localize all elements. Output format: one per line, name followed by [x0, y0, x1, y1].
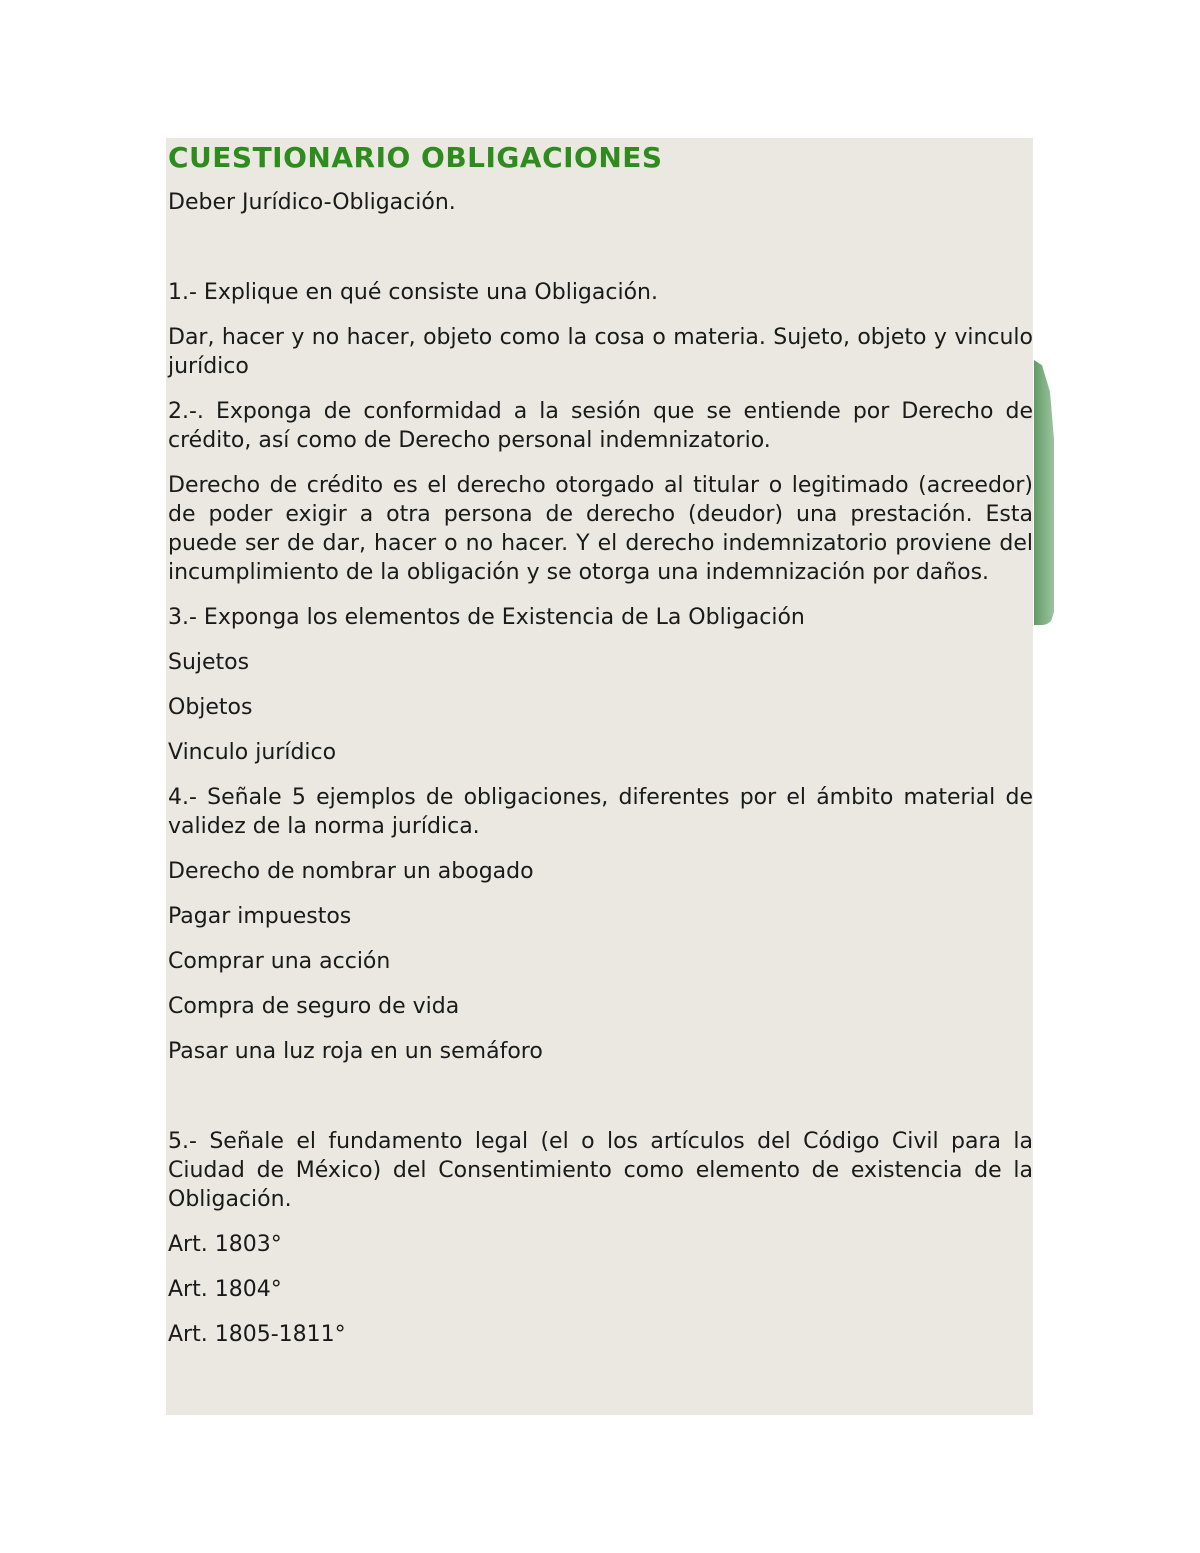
answer-1: Dar, hacer y no hacer, objeto como la cosa o materia. Sujeto, objeto y vinculo jurídico	[168, 325, 1033, 379]
spacer	[168, 1082, 1033, 1127]
question-5: 5.- Señale el fundamento legal (el o los artículos del Código Civil para la Ciudad de México) del Consentimiento como elemento de existencia de la Obligación.	[168, 1129, 1033, 1212]
answer-2: Derecho de crédito es el derecho otorgado al titular o legitimado (acreedor) de poder exigir a otra persona de derecho (deudor) una prestación. Esta puede ser de dar, hacer o no hacer. Y el derecho indemnizatorio proviene del incumplimiento de la obligación y se otorga una indemnización por daños.	[168, 473, 1033, 585]
answer-4-item: Pagar impuestos	[168, 904, 352, 929]
side-bookmark-tab	[1034, 360, 1054, 625]
document-subtitle: Deber Jurídico-Obligación.	[168, 190, 456, 215]
question-4: 4.- Señale 5 ejemplos de obligaciones, diferentes por el ámbito material de validez de la norma jurídica.	[168, 785, 1033, 839]
answer-4-item: Comprar una acción	[168, 949, 391, 974]
answer-5-item: Art. 1804°	[168, 1277, 282, 1302]
document-title: CUESTIONARIO OBLIGACIONES	[168, 141, 663, 174]
answer-4-item: Compra de seguro de vida	[168, 994, 460, 1019]
answer-3-item: Objetos	[168, 695, 253, 720]
answer-5-item: Art. 1805-1811°	[168, 1322, 346, 1347]
answer-4-item: Derecho de nombrar un abogado	[168, 859, 534, 884]
spacer	[168, 233, 1033, 278]
question-1: 1.- Explique en qué consiste una Obligación.	[168, 280, 658, 305]
answer-4-item: Pasar una luz roja en un semáforo	[168, 1039, 543, 1064]
answer-3-item: Vinculo jurídico	[168, 740, 337, 765]
answer-5-item: Art. 1803°	[168, 1232, 282, 1257]
question-2: 2.-. Exponga de conformidad a la sesión que se entiende por Derecho de crédito, así como de Derecho personal indemnizatorio.	[168, 399, 1033, 453]
question-3: 3.- Exponga los elementos de Existencia de La Obligación	[168, 605, 805, 630]
answer-3-item: Sujetos	[168, 650, 250, 675]
document-content	[168, 140, 1033, 1365]
